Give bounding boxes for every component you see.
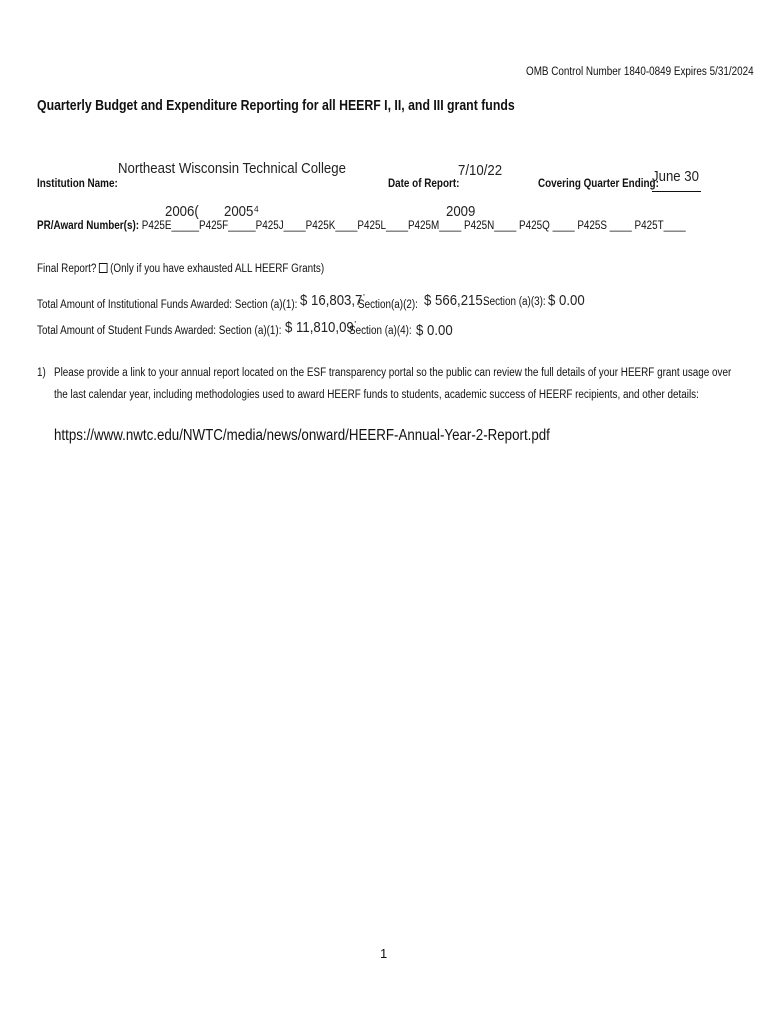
award-p425e-field[interactable]: 2006( <box>165 203 199 220</box>
award-numbers-line: P425E_____P425F_____P425J____P425K____P425L____P425M____ P425N____ P425Q ____ P425S ____ P425T____ <box>141 220 686 232</box>
award-numbers-row <box>37 220 686 232</box>
institutional-a1-field[interactable]: $ 16,803,7˙ <box>300 292 367 309</box>
section-a2-label: Section(a)(2): <box>358 299 418 311</box>
section-a3-label: Section (a)(3): <box>483 296 546 308</box>
award-p425m-field[interactable]: 2009 <box>446 203 476 220</box>
institution-name-field[interactable]: Northeast Wisconsin Technical College <box>118 160 346 177</box>
covering-quarter-underline <box>652 191 701 192</box>
section-a4-field[interactable]: $ 0.00 <box>416 322 453 339</box>
final-report-row <box>37 263 324 275</box>
final-report-note: (Only if you have exhausted ALL HEERF Grants) <box>110 263 325 275</box>
question-1-text-line-1: Please provide a link to your annual report located on the ESF transparency portal so the public can review the full details of your HEERF grant usage over <box>54 367 732 379</box>
question-1-text-line-2: the last calendar year, including methodologies used to award HEERF funds to students, academic success of HEERF recipients, and other details: <box>54 389 699 401</box>
institutional-funds-label: Total Amount of Institutional Funds Awarded: Section (a)(1): <box>37 299 298 311</box>
final-report-checkbox[interactable] <box>99 263 108 273</box>
covering-quarter-field[interactable]: June 30 <box>652 168 699 185</box>
date-of-report-field[interactable]: 7/10/22 <box>458 162 503 179</box>
award-p425f-field[interactable]: 2005⁴ <box>224 203 260 220</box>
form-title: Quarterly Budget and Expenditure Reporting for all HEERF I, II, and III grant funds <box>37 97 515 114</box>
page-number: 1 <box>380 946 388 961</box>
annual-report-link-field[interactable]: https://www.nwtc.edu/NWTC/media/news/onward/HEERF-Annual-Year-2-Report.pdf <box>54 427 550 444</box>
section-a3-field[interactable]: $ 0.00 <box>548 292 585 309</box>
section-a4-label: Section (a)(4): <box>349 325 412 337</box>
covering-quarter-label: Covering Quarter Ending: <box>538 178 659 190</box>
award-numbers-label: PR/Award Number(s): <box>37 220 140 232</box>
final-report-label: Final Report? <box>37 263 97 275</box>
institution-name-label: Institution Name: <box>37 178 118 190</box>
student-a1-field[interactable]: $ 11,810,09˙ <box>285 319 359 336</box>
date-of-report-label: Date of Report: <box>388 178 460 190</box>
student-funds-label: Total Amount of Student Funds Awarded: Section (a)(1): <box>37 325 282 337</box>
question-1-number: 1) <box>37 367 46 379</box>
section-a2-field[interactable]: $ 566,215. <box>424 292 487 309</box>
omb-control-number: OMB Control Number 1840-0849 Expires 5/31/2024 <box>526 66 754 78</box>
